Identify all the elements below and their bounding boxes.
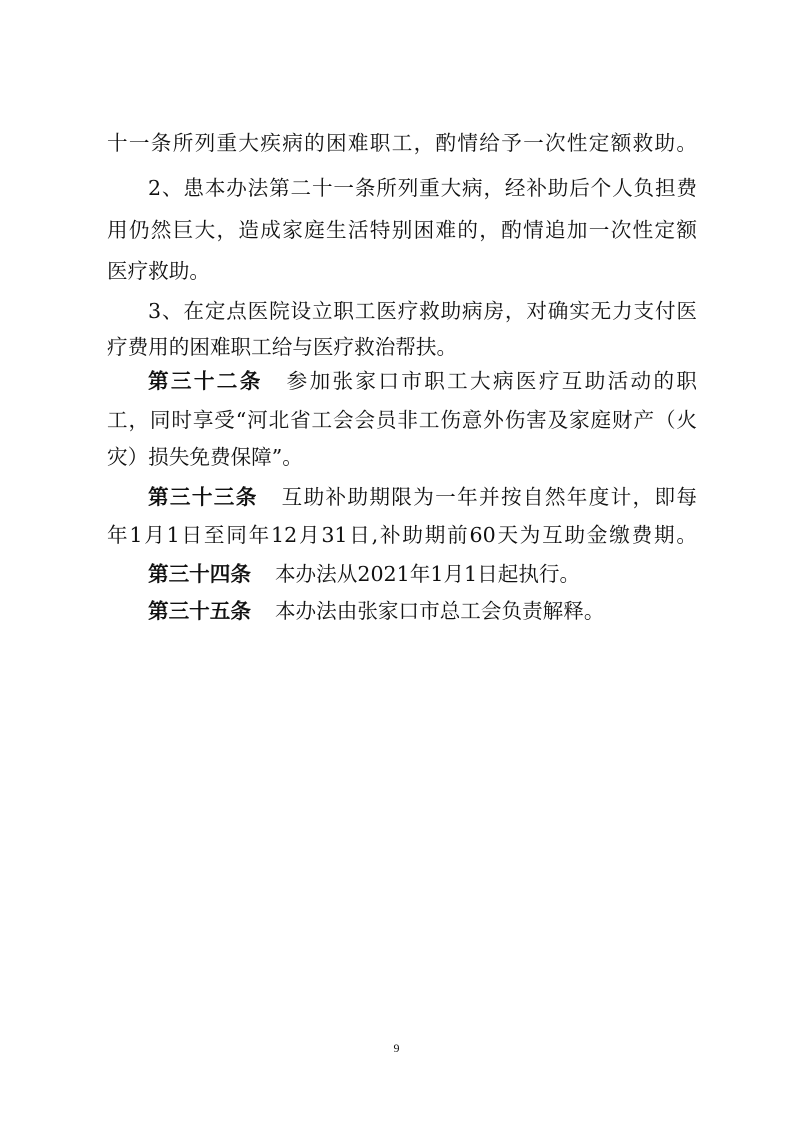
article-label: 第三十三条 (148, 485, 258, 509)
page-number: 9 (393, 1041, 400, 1055)
line-text: 2、患本办法第二十一条所列重大病，经补助后个人负担费 (148, 176, 697, 200)
text-line (107, 442, 697, 472)
line-text: 本办法从2021年1月1日起执行。 (274, 562, 581, 586)
article-line (148, 366, 697, 396)
text-line (107, 405, 697, 435)
line-text: 3、在定点医院设立职工医疗救助病房，对确实无力支付医 (148, 299, 697, 323)
line-text: 工，同时享受“河北省工会会员非工伤意外伤害及家庭财产（火 (107, 408, 697, 432)
line-text: 本办法由张家口市总工会负责解释。 (274, 599, 605, 623)
line-text: 十一条所列重大疾病的困难职工，酌情给予一次性定额救助。 (107, 131, 697, 155)
line-text: 用仍然巨大，造成家庭生活特别困难的，酌情追加一次性定额 (107, 218, 697, 242)
text-line (107, 256, 697, 286)
text-line (107, 128, 697, 158)
article-line (148, 596, 697, 626)
article-line (148, 482, 697, 512)
line-text: 互助补助期限为一年并按自然年度计，即每 (281, 485, 698, 509)
line-text: 参加张家口市职工大病医疗互助活动的职 (286, 369, 698, 393)
text-line (107, 332, 697, 362)
text-line (148, 173, 697, 203)
article-label: 第三十四条 (148, 562, 251, 586)
line-text: 疗费用的困难职工给与医疗救治帮扶。 (107, 335, 458, 359)
line-text: 灾）损失免费保障”。 (107, 445, 303, 469)
text-line (107, 520, 697, 550)
line-text: 年1月1日至同年12月31日,补助期前60天为互助金缴费期。 (107, 523, 697, 547)
text-line (107, 215, 697, 245)
article-label: 第三十五条 (148, 599, 251, 623)
text-line (148, 296, 697, 326)
article-label: 第三十二条 (148, 369, 263, 393)
line-text: 医疗救助。 (107, 259, 210, 283)
article-line (148, 559, 697, 589)
